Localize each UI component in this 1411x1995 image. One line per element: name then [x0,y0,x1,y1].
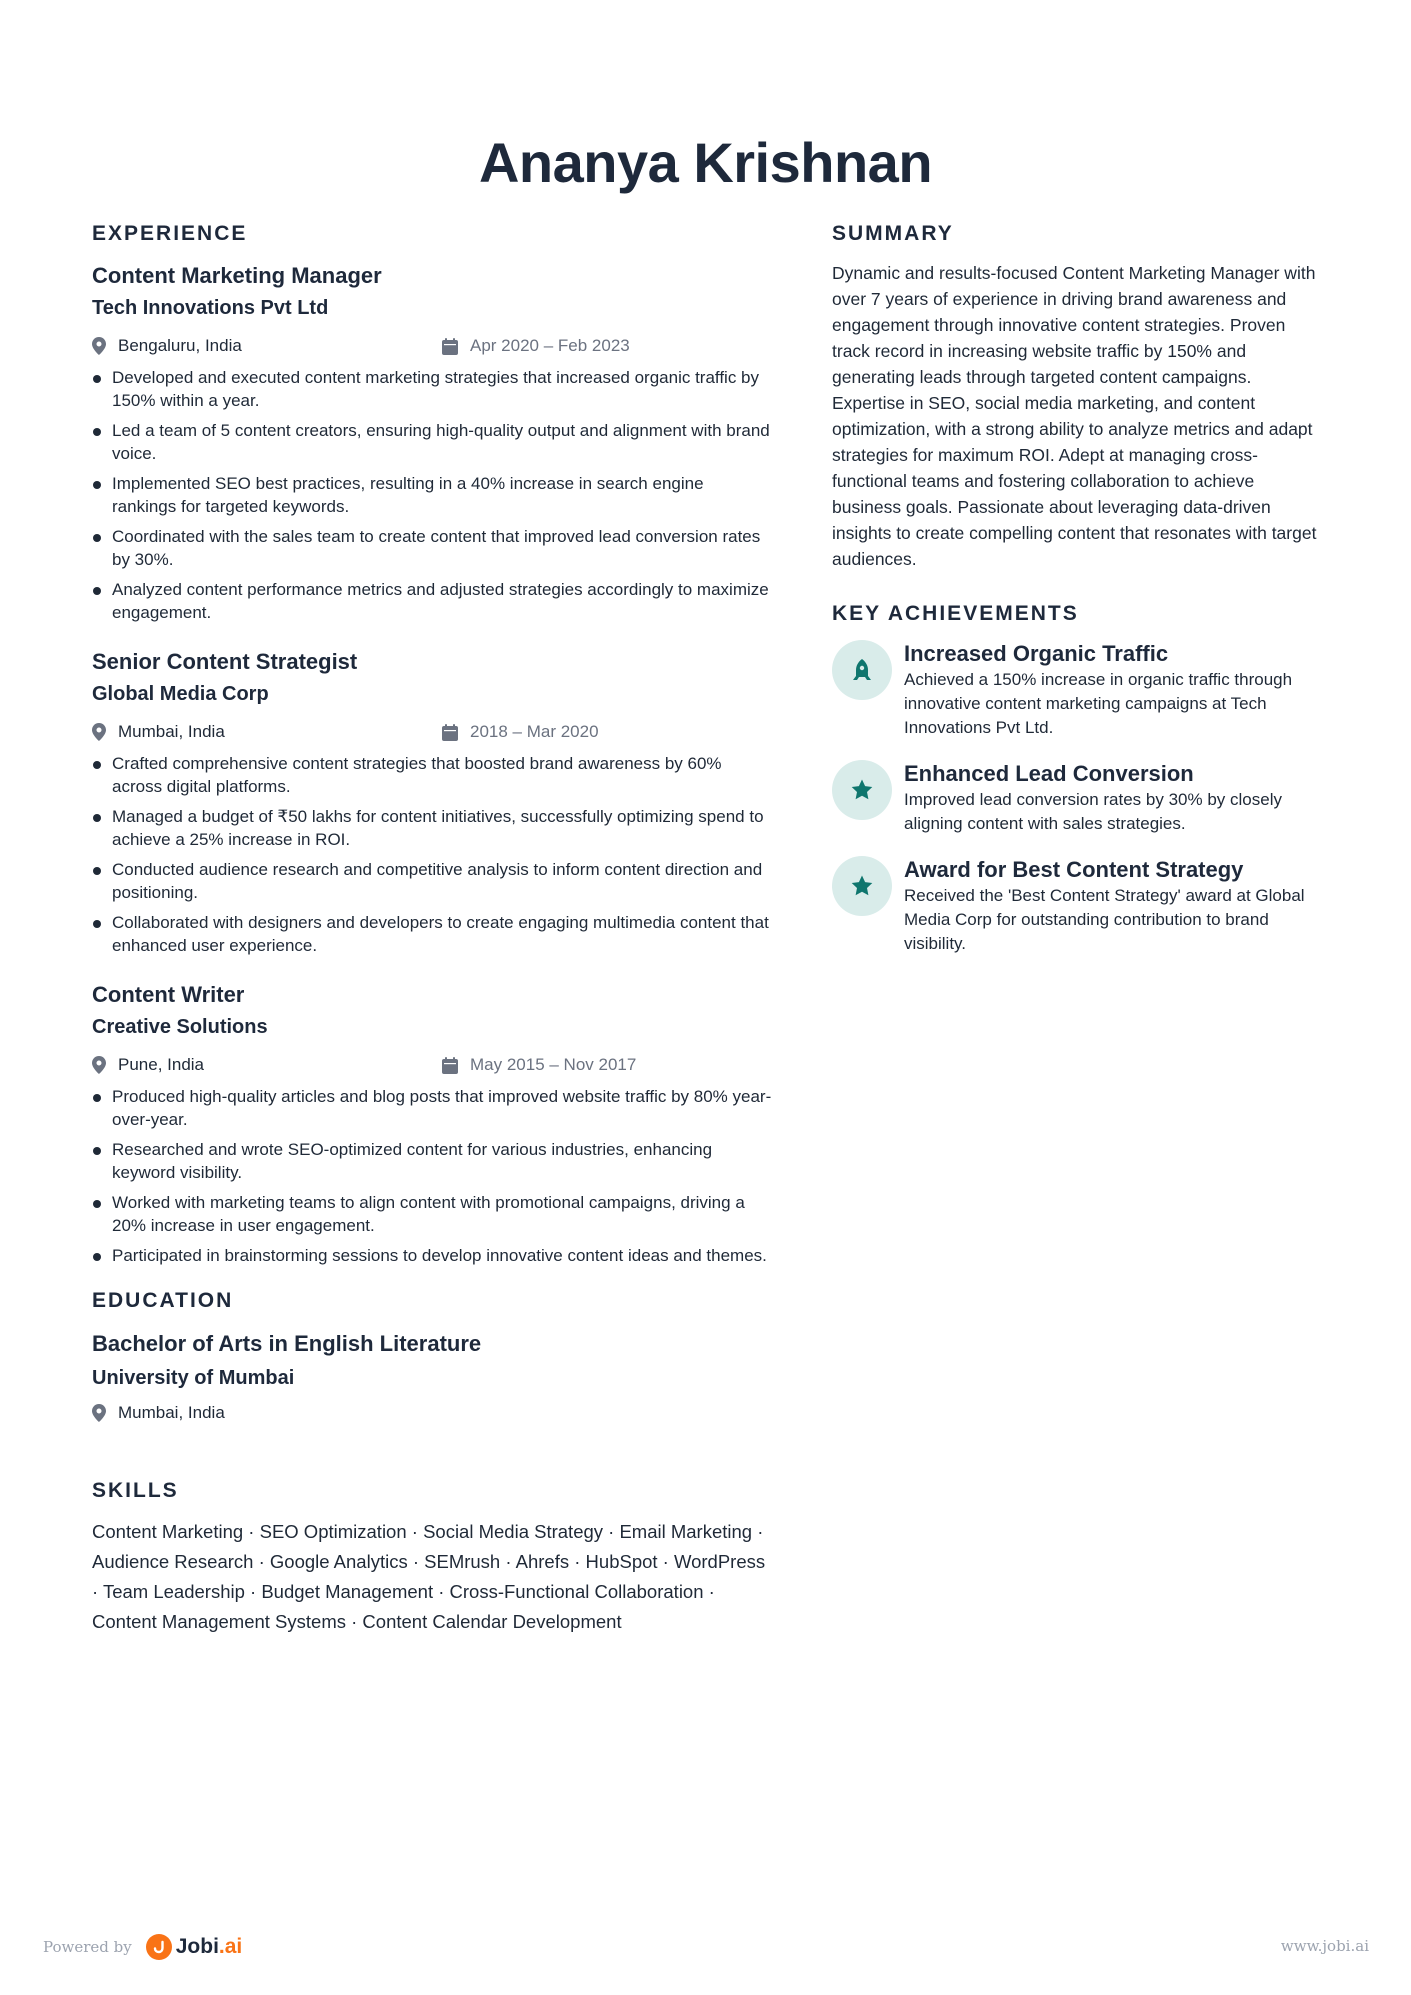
job-bullet: Conducted audience research and competitive analysis to inform content direction and positioning. [92,858,772,904]
skills-heading: SKILLS [92,1479,179,1502]
experience-heading: EXPERIENCE [92,222,248,245]
job-dates: 2018 – Mar 2020 [470,722,599,741]
job-bullets [92,366,772,624]
job-bullet: Developed and executed content marketing strategies that increased organic traffic by 150% within a year. [92,366,772,412]
job-bullets [92,752,772,957]
job-title: Senior Content Strategist [92,649,358,674]
job-bullet: Implemented SEO best practices, resulting in a 40% increase in search engine rankings for targeted keywords. [92,472,772,518]
achievements-list [832,640,1327,956]
achievement-description: Achieved a 150% increase in organic traffic through innovative content marketing campaigns at Tech Innovations Pvt Ltd. [904,670,1293,737]
job-bullet: Analyzed content performance metrics and adjusted strategies accordingly to maximize engagement. [92,578,772,624]
job-location: Pune, India [118,1055,205,1074]
job-location: Mumbai, India [118,722,225,741]
job-company: Global Media Corp [92,683,269,705]
calendar-icon [442,724,458,741]
job-bullets [92,1085,772,1267]
skills-list: Content Marketing · SEO Optimization · Social Media Strategy · Email Marketing · Audience Research · Google Analytics · SEMrush · Ahrefs · HubSpot · WordPress · Team Leadership · Budget Management · Cross-Functional Collaboration · Content Management Systems · Content Calendar Development [92,1521,766,1632]
job-bullet: Produced high-quality articles and blog posts that improved website traffic by 80% year-over-year. [92,1085,772,1131]
job-bullet: Led a team of 5 content creators, ensuring high-quality output and alignment with brand voice. [92,419,772,465]
job-bullet: Participated in brainstorming sessions to develop innovative content ideas and themes. [92,1244,772,1267]
job-title: Content Writer [92,982,245,1007]
calendar-icon [442,1057,458,1074]
job-meta [92,1053,772,1077]
job-bullet: Crafted comprehensive content strategies that boosted brand awareness by 60% across digital platforms. [92,752,772,798]
jobi-logo-text[interactable]: Jobi.ai [175,1935,243,1958]
left-column [92,222,772,1637]
experience-item [92,646,772,957]
summary-text: Dynamic and results-focused Content Marketing Manager with over 7 years of experience in driving brand awareness and engagement through innovative content strategies. Proven track record in increasing website traffic by 150% and generating leads through targeted content campaigns. Expertise in SEO, social media marketing, and content optimization, with a strong ability to analyze metrics and adapt strategies for maximum ROI. Adept at managing cross-functional teams and fostering collaboration to achieve business goals. Passionate about leveraging data-driven insights to create compelling content that resonates with target audiences. [832,263,1317,569]
education-school: University of Mumbai [92,1367,295,1389]
rocket-icon [832,640,892,700]
location-pin-icon [92,337,106,355]
jobi-logo-icon [146,1934,172,1960]
powered-by-footer [43,1934,242,1960]
summary-heading: SUMMARY [832,222,954,245]
achievement-title: Award for Best Content Strategy [904,857,1244,882]
job-meta [92,334,772,358]
calendar-icon [442,338,458,355]
experience-item [92,260,772,624]
location-pin-icon [92,1056,106,1074]
job-company: Creative Solutions [92,1016,268,1038]
achievement-title: Increased Organic Traffic [904,641,1169,666]
job-location: Bengaluru, India [118,336,242,355]
job-title: Content Marketing Manager [92,263,382,288]
experience-item [92,979,772,1267]
achievement-description: Received the 'Best Content Strategy' award at Global Media Corp for outstanding contribution to brand visibility. [904,886,1305,953]
education-degree: Bachelor of Arts in English Literature [92,1331,482,1356]
education-heading: EDUCATION [92,1289,234,1312]
job-dates: Apr 2020 – Feb 2023 [470,336,630,355]
achievement-title: Enhanced Lead Conversion [904,761,1194,786]
job-dates: May 2015 – Nov 2017 [470,1055,637,1074]
achievement-item [832,640,1327,740]
star-icon [832,760,892,820]
candidate-name: Ananya Krishnan [478,131,933,194]
achievement-item [832,856,1327,956]
job-meta [92,720,772,744]
achievement-item [832,760,1327,836]
job-bullet: Collaborated with designers and developers to create engaging multimedia content that enhanced user experience. [92,911,772,957]
job-company: Tech Innovations Pvt Ltd [92,297,329,319]
location-pin-icon [92,723,106,741]
job-bullet: Managed a budget of ₹50 lakhs for content initiatives, successfully optimizing spend to achieve a 25% increase in ROI. [92,805,772,851]
education-location: Mumbai, India [118,1403,225,1422]
job-bullet: Researched and wrote SEO-optimized content for various industries, enhancing keyword visibility. [92,1138,772,1184]
location-pin-icon [92,1404,106,1422]
achievements-heading: KEY ACHIEVEMENTS [832,602,1079,625]
star-icon [832,856,892,916]
right-column [832,222,1327,976]
website-link[interactable]: www.jobi.ai [1280,1937,1369,1955]
education-entry [92,1327,772,1425]
experience-list [92,260,772,1267]
job-bullet: Worked with marketing teams to align content with promotional campaigns, driving a 20% increase in user engagement. [92,1191,772,1237]
job-bullet: Coordinated with the sales team to create content that improved lead conversion rates by 30%. [92,525,772,571]
achievement-description: Improved lead conversion rates by 30% by closely aligning content with sales strategies. [904,790,1282,833]
powered-by-label: Powered by [43,1938,132,1956]
